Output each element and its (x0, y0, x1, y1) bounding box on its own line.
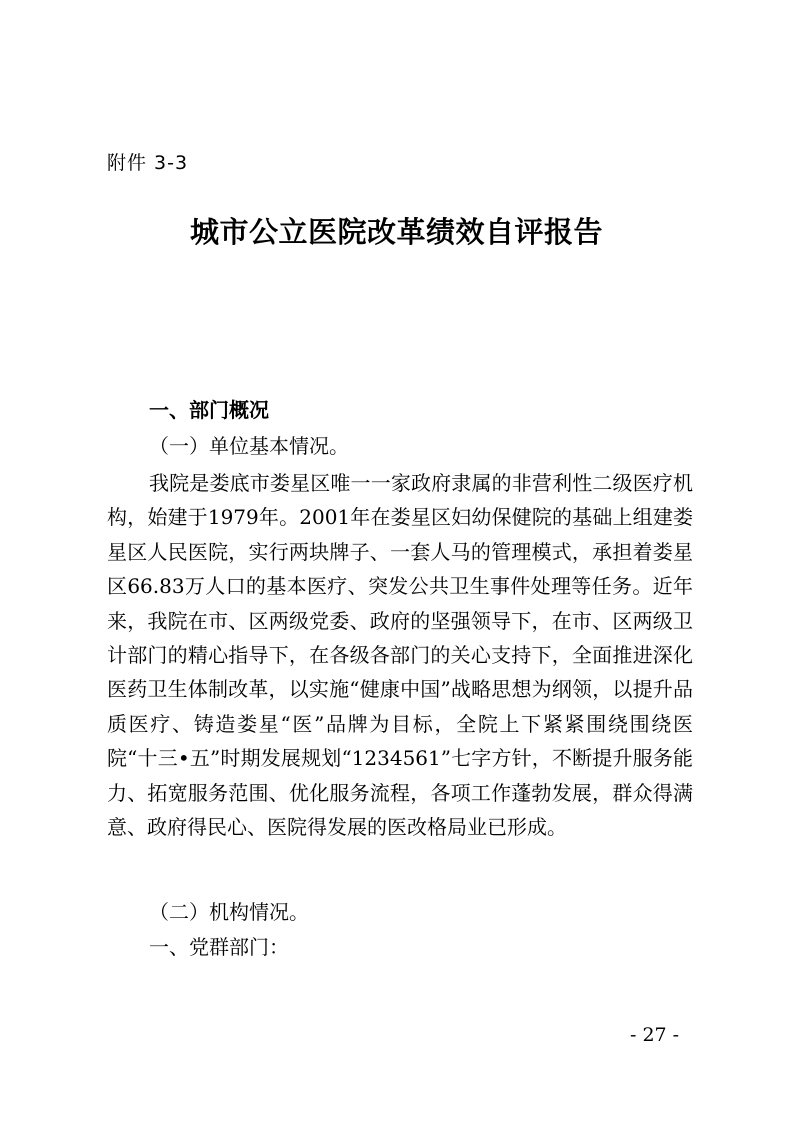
subsection-heading-institution-info: （二）机构情况。 (149, 900, 309, 924)
body-paragraph: 我院是娄底市娄星区唯一一家政府隶属的非营利性二级医疗机构，始建于1979年。2001年在娄星区妇幼保健院的基础上组建娄星区人民医院，实行两块牌子、一套人马的管理模式，承担着娄星区66.83万人口的基本医疗、突发公共卫生事件处理等任务。近年来，我院在市、区两级党委、政府的坚强领导下，在市、区两级卫计部门的精心指导下，在各级各部门的关心支持下，全面推进深化医药卫生体制改革，以实施“健康中国”战略思想为纲领，以提升品质医疗、铸造娄星“医”品牌为目标，全院上下紧紧围绕围绕医院“十三•五”时期发展规划“1234561”七字方针，不断提升服务能力、拓宽服务范围、优化服务流程，各项工作蓬勃发展，群众得满意、政府得民心、医院得发展的医改格局业已形成。 (107, 471, 693, 840)
list-item-party-departments: 一、党群部门： (149, 935, 289, 959)
subsection-heading-unit-basic-info: （一）单位基本情况。 (149, 434, 349, 458)
document-title: 城市公立医院改革绩效自评报告 (189, 215, 603, 249)
section-heading-department-overview: 一、部门概况 (149, 398, 269, 422)
attachment-label: 附件 3-3 (107, 152, 189, 174)
page-number: - 27 - (630, 1024, 680, 1046)
